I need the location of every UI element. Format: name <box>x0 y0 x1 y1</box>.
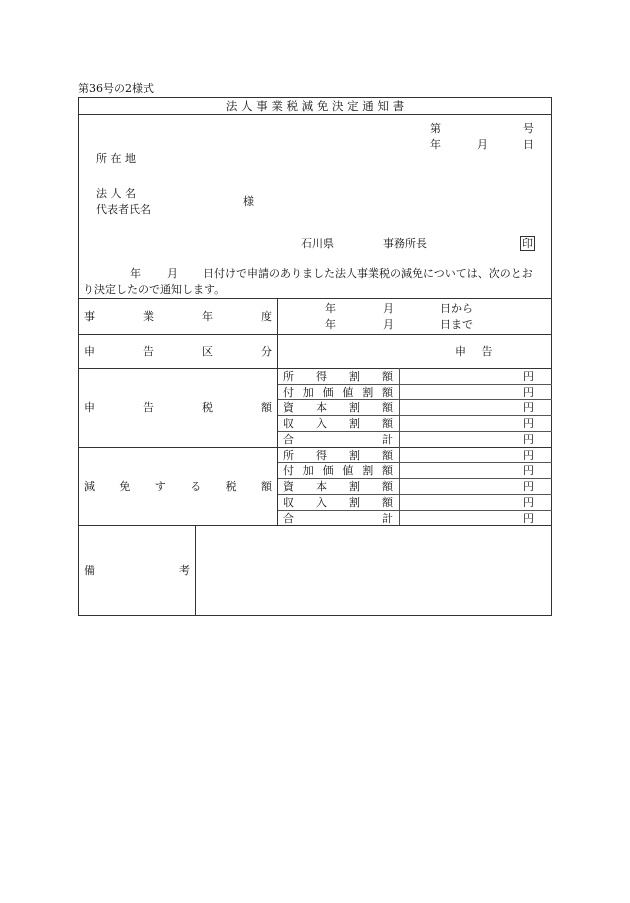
row-line <box>277 399 552 400</box>
remarks-label: 備 考 <box>84 564 190 577</box>
from-day: 日から <box>440 302 473 315</box>
business-year-divider <box>78 334 552 335</box>
yen-unit: 円 <box>523 464 534 477</box>
yen-unit: 円 <box>523 449 534 462</box>
filing-type-divider <box>78 368 552 369</box>
header-divider <box>78 298 552 299</box>
row-line <box>277 478 552 479</box>
honorific: 様 <box>243 195 254 208</box>
yen-unit: 円 <box>523 480 534 493</box>
declared-tax-divider <box>78 447 552 448</box>
row-line <box>277 462 552 463</box>
exempt-tax-divider <box>78 525 552 526</box>
declared-tax-label: 申 告 税 額 <box>84 401 272 414</box>
row-line <box>277 431 552 432</box>
yen-unit: 円 <box>523 386 534 399</box>
value-added-levy-label: 付 加 価 値 割 額 <box>283 386 393 399</box>
rep-name-label: 代表者氏名 <box>96 203 151 216</box>
revenue-levy-label: 収 入 割 額 <box>283 496 393 509</box>
title-divider <box>78 114 552 115</box>
yen-unit: 円 <box>523 417 534 430</box>
seal-mark: 印 <box>522 237 533 250</box>
remarks-divider <box>195 525 196 616</box>
revenue-levy-label: 収 入 割 額 <box>283 417 393 430</box>
to-month: 月 <box>383 318 394 331</box>
label-column-divider <box>277 298 278 525</box>
business-year-label: 事 業 年 度 <box>84 310 272 323</box>
form-number: 第36号の2様式 <box>78 82 154 95</box>
from-year: 年 <box>325 302 336 315</box>
capital-levy-label: 資 本 割 額 <box>283 480 393 493</box>
filing-type-value: 申 告 <box>455 345 493 358</box>
yen-unit: 円 <box>523 401 534 414</box>
total-label: 合 計 <box>283 433 393 446</box>
notice-line2: り決定したので通知します。 <box>83 283 226 296</box>
notice-year: 年 <box>130 267 141 280</box>
total-label: 合 計 <box>283 512 393 525</box>
date-month: 月 <box>477 138 488 151</box>
income-levy-label: 所 得 割 額 <box>283 370 393 383</box>
notice-month: 月 <box>167 267 178 280</box>
corp-name-label: 法 人 名 <box>96 187 136 200</box>
yen-unit: 円 <box>523 433 534 446</box>
from-month: 月 <box>383 302 394 315</box>
yen-unit: 円 <box>523 496 534 509</box>
date-year: 年 <box>430 138 441 151</box>
row-line <box>277 510 552 511</box>
yen-unit: 円 <box>523 512 534 525</box>
office-head: 事務所長 <box>383 237 427 250</box>
value-added-levy-label: 付 加 価 値 割 額 <box>283 464 393 477</box>
amount-column-divider <box>399 368 400 525</box>
capital-levy-label: 資 本 割 額 <box>283 401 393 414</box>
row-line <box>277 384 552 385</box>
exempt-tax-label: 減 免 す る 税 額 <box>84 480 272 493</box>
form-title: 法 人 事 業 税 減 免 決 定 通 知 書 <box>225 99 405 113</box>
filing-type-label: 申 告 区 分 <box>84 345 272 358</box>
number-prefix: 第 <box>430 122 441 135</box>
to-day: 日まで <box>440 318 473 331</box>
date-day: 日 <box>523 138 534 151</box>
income-levy-label: 所 得 割 額 <box>283 449 393 462</box>
row-line <box>277 494 552 495</box>
yen-unit: 円 <box>523 370 534 383</box>
remarks-field[interactable] <box>197 527 549 613</box>
address-label: 所 在 地 <box>96 152 136 165</box>
number-suffix: 号 <box>523 122 534 135</box>
prefecture: 石川県 <box>301 237 334 250</box>
notice-line1: 日付けで申請のありました法人事業税の減免については、次のとお <box>203 267 533 280</box>
row-line <box>277 415 552 416</box>
to-year: 年 <box>325 318 336 331</box>
